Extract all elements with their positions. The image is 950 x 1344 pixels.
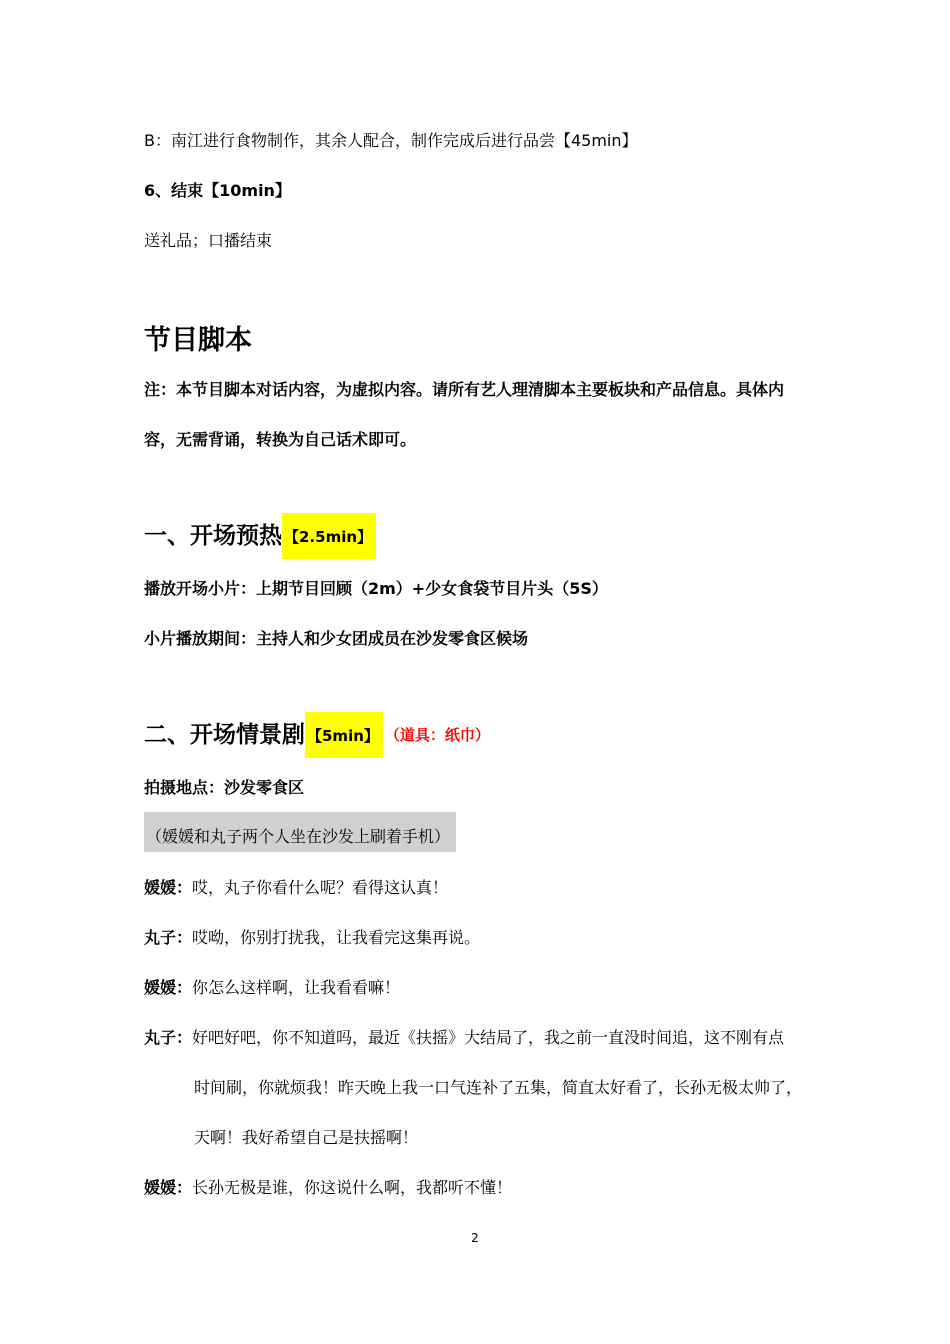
part-1-title: 一、开场预热: [144, 523, 282, 549]
page-number: 2: [471, 1231, 479, 1245]
speaker-name: 丸子：: [144, 1028, 193, 1047]
part-2-props: （道具：纸巾）: [384, 726, 490, 744]
dialogue-text: 长孙无极是谁，你这说什么啊，我都听不懂！: [192, 1178, 513, 1197]
dialogue-line: [144, 928, 480, 948]
part-1-heading: [144, 513, 376, 559]
script-note-line-2: 容，无需背诵，转换为自己话术即可。: [144, 430, 417, 449]
section-6-heading: 6、结束【10min】: [144, 181, 291, 200]
dialogue-text: 好吧好吧，你不知道吗，最近《扶摇》大结局了，我之前一直没时间追，这不刚有点: [192, 1028, 785, 1047]
part-2-heading: [144, 712, 490, 758]
section-6-text: 送礼品；口播结束: [144, 231, 273, 250]
stage-direction: （媛媛和丸子两个人坐在沙发上刷着手机）: [144, 812, 456, 852]
speaker-name: 丸子：: [144, 928, 193, 947]
script-title: 节目脚本: [144, 325, 252, 356]
dialogue-line: [144, 1178, 512, 1198]
dialogue-text: 哎呦，你别打扰我，让我看完这集再说。: [192, 928, 481, 947]
dialogue-line: [144, 978, 400, 998]
dialogue-text: 你怎么这样啊，让我看看嘛！: [192, 978, 401, 997]
part-2-title: 二、开场情景剧: [144, 722, 305, 748]
dialogue-line: [144, 878, 448, 898]
dialogue-continuation: 天啊！我好希望自己是扶摇啊！: [194, 1128, 419, 1147]
speaker-name: 媛媛：: [144, 978, 193, 997]
part-1-duration-badge: 【2.5min】: [282, 513, 376, 559]
part-2-location: 拍摄地点：沙发零食区: [144, 778, 305, 797]
dialogue-line: [144, 1028, 784, 1048]
script-note-line-1: 注：本节目脚本对话内容，为虚拟内容。请所有艺人理清脚本主要板块和产品信息。具体内: [144, 380, 785, 399]
dialogue-text: 哎，丸子你看什么呢？看得这认真！: [192, 878, 449, 897]
step-b-line: B：南江进行食物制作，其余人配合，制作完成后进行品尝【45min】: [144, 131, 638, 150]
speaker-name: 媛媛：: [144, 878, 193, 897]
dialogue-continuation: 时间刷，你就烦我！昨天晚上我一口气连补了五集，简直太好看了，长孙无极太帅了，: [194, 1078, 803, 1097]
part-1-line-1: 播放开场小片：上期节目回顾（2m）+少女食袋节目片头（5S）: [144, 579, 608, 598]
part-2-duration-badge: 【5min】: [305, 712, 383, 758]
speaker-name: 媛媛：: [144, 1178, 193, 1197]
part-1-line-2: 小片播放期间：主持人和少女团成员在沙发零食区候场: [144, 629, 529, 648]
